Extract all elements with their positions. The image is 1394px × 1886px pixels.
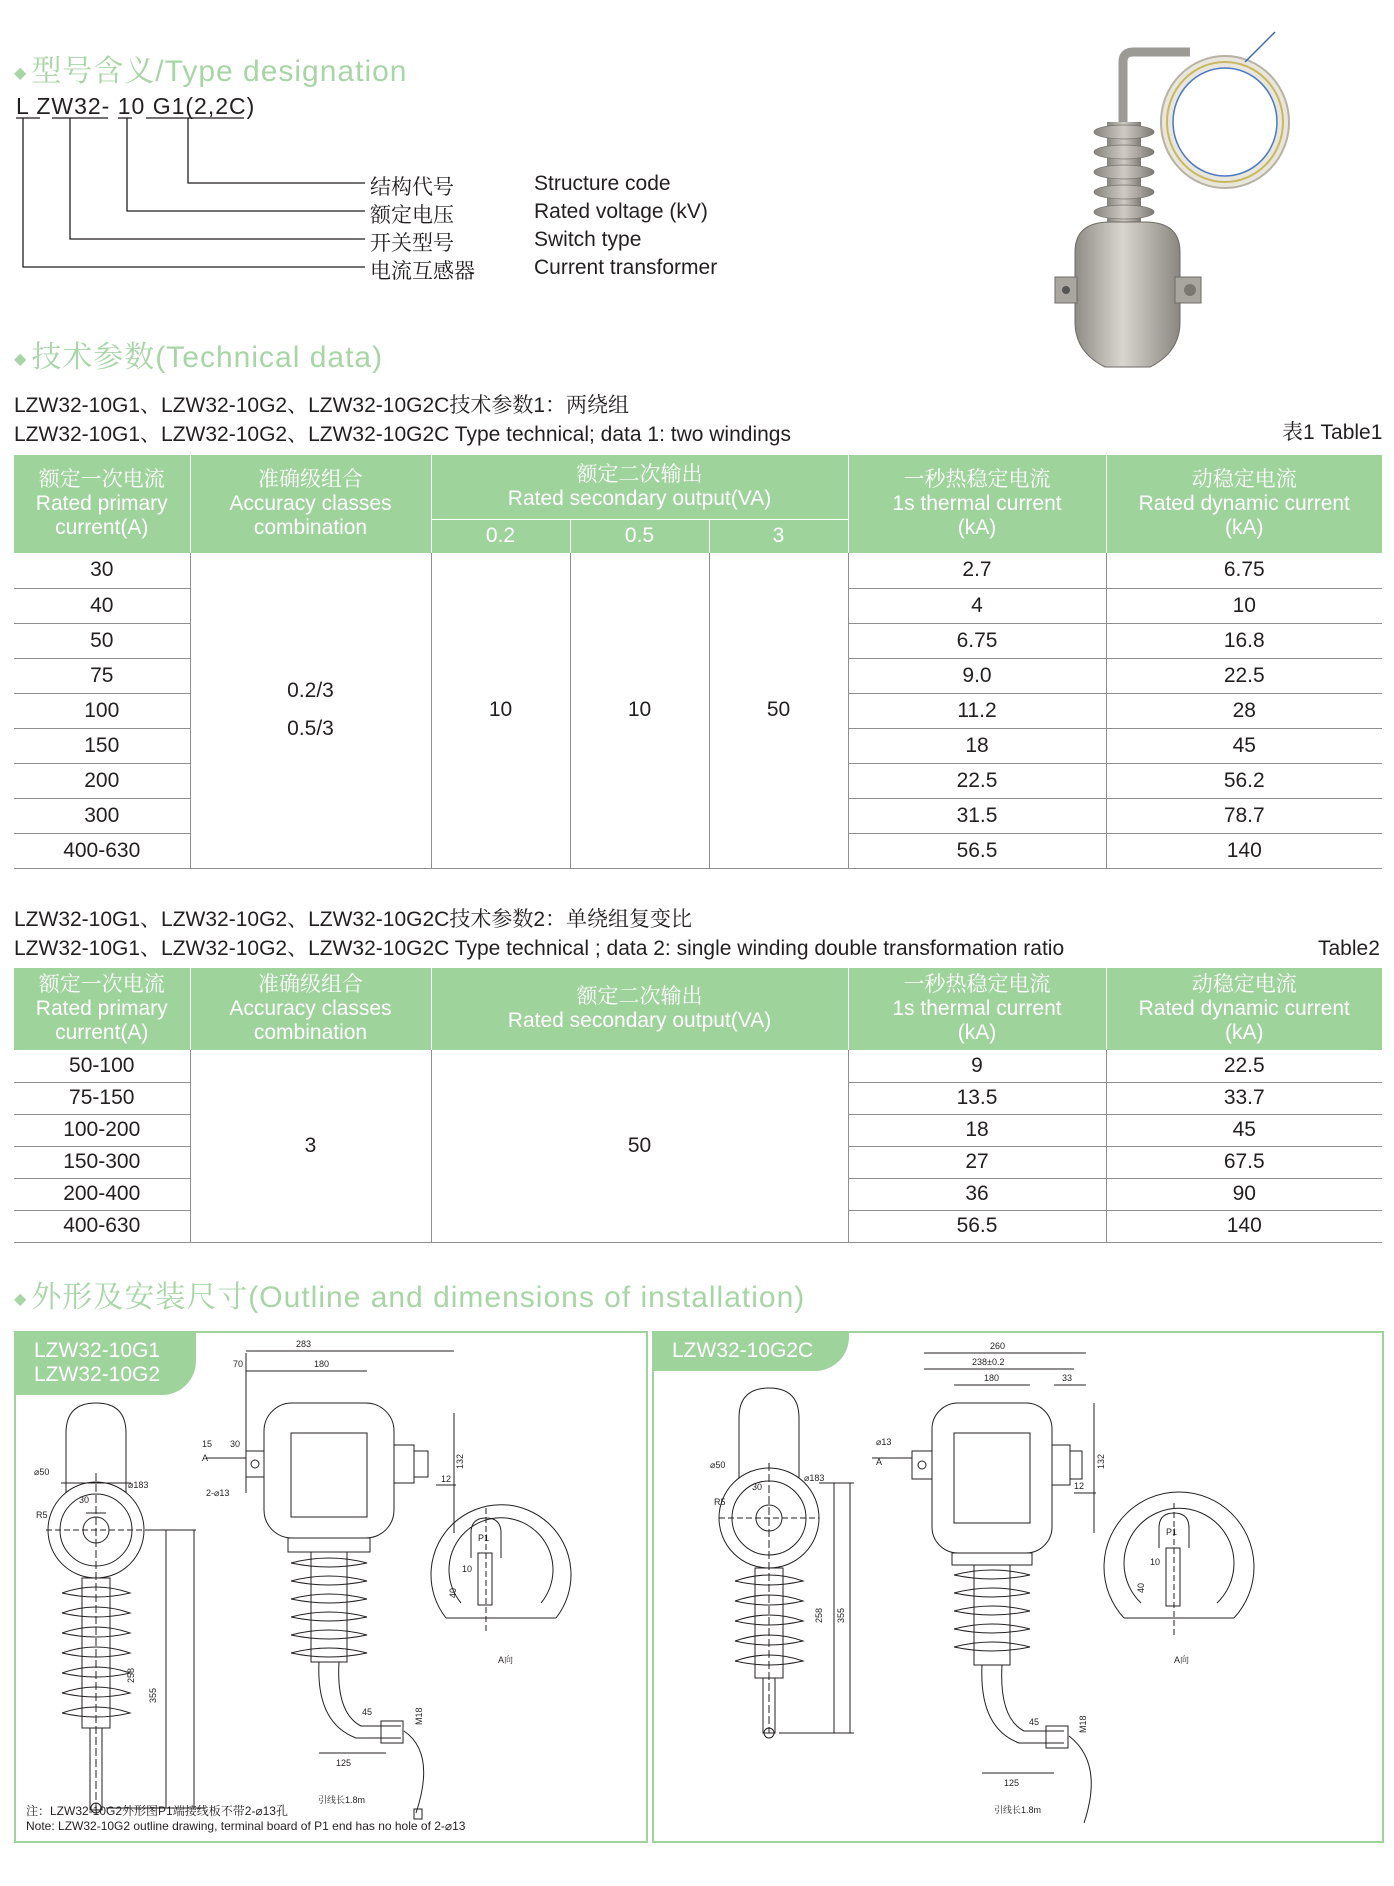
svg-text:132: 132 — [455, 1453, 465, 1469]
t2-header-output: 额定二次输出 Rated secondary output(VA) — [431, 968, 848, 1050]
legend-en-voltage: Rated voltage (kV) — [534, 200, 708, 223]
svg-text:10: 10 — [462, 1564, 473, 1574]
t1-thermal-cell: 31.5 — [848, 798, 1106, 833]
svg-text:33: 33 — [1062, 1373, 1073, 1383]
svg-text:125: 125 — [1004, 1778, 1020, 1788]
svg-text:45: 45 — [362, 1707, 373, 1717]
svg-text:355: 355 — [148, 1687, 158, 1703]
svg-text:238±0.2: 238±0.2 — [972, 1357, 1005, 1367]
svg-text:2-⌀13: 2-⌀13 — [206, 1488, 230, 1498]
t1-thermal-cell: 9.0 — [848, 658, 1106, 693]
legend-cn-switch: 开关型号 — [370, 232, 454, 255]
legend-cn-voltage: 额定电压 — [370, 204, 454, 227]
outline-note-cn: 注：LZW32-10G2外形图P1端接线板不带2-⌀13孔 — [26, 1804, 288, 1818]
legend-cn-structure: 结构代号 — [370, 176, 454, 199]
t1-thermal-cell: 56.5 — [848, 833, 1106, 868]
svg-text:258: 258 — [814, 1607, 824, 1623]
svg-text:⌀183: ⌀183 — [128, 1480, 149, 1490]
svg-text:⌀183: ⌀183 — [804, 1473, 825, 1483]
t1-dynamic-cell: 28 — [1106, 693, 1382, 728]
designation-leader-lines — [0, 0, 420, 290]
t1-dynamic-cell: 22.5 — [1106, 658, 1382, 693]
drawing-g2c — [654, 1333, 1382, 1841]
table1-caption-cn: LZW32-10G1、LZW32-10G2、LZW32-10G2C技术参数1：两绕组 — [14, 394, 629, 417]
section-title-technical: ◆ 技术参数(Technical data) — [14, 341, 384, 374]
t2-dynamic-cell: 90 — [1106, 1178, 1382, 1210]
legend-en-structure: Structure code — [534, 172, 671, 195]
t1-dynamic-cell: 10 — [1106, 588, 1382, 623]
t2-header-thermal: 一秒热稳定电流 1s thermal current (kA) — [848, 968, 1106, 1050]
svg-text:355: 355 — [836, 1607, 846, 1623]
t1-dynamic-cell: 140 — [1106, 833, 1382, 868]
t2-primary-cell: 400-630 — [14, 1210, 190, 1242]
table-row — [14, 553, 1382, 588]
svg-text:258: 258 — [126, 1667, 136, 1683]
t2-dynamic-cell: 33.7 — [1106, 1082, 1382, 1114]
t2-thermal-cell: 36 — [848, 1178, 1106, 1210]
t2-header-accuracy: 准确级组合 Accuracy classes combination — [190, 968, 431, 1050]
t1-primary-cell: 100 — [14, 693, 190, 728]
panel-tab-g2c: LZW32-10G2C — [654, 1333, 849, 1371]
t2-dynamic-cell: 140 — [1106, 1210, 1382, 1242]
svg-text:125: 125 — [336, 1758, 352, 1768]
t2-dynamic-cell: 45 — [1106, 1114, 1382, 1146]
t1-dynamic-cell: 6.75 — [1106, 553, 1382, 588]
svg-text:引线长1.8m: 引线长1.8m — [318, 1795, 366, 1805]
t2-dynamic-cell: 67.5 — [1106, 1146, 1382, 1178]
svg-text:A向: A向 — [498, 1655, 514, 1665]
model-part-10: 10 — [117, 93, 146, 119]
svg-text:30: 30 — [79, 1495, 90, 1505]
t1-header-accuracy: 准确级组合 Accuracy classes combination — [190, 455, 431, 553]
t1-primary-cell: 50 — [14, 623, 190, 658]
t1-primary-cell: 40 — [14, 588, 190, 623]
t2-header-dynamic: 动稳定电流 Rated dynamic current (kA) — [1106, 968, 1382, 1050]
svg-text:M18: M18 — [414, 1707, 424, 1725]
t2-thermal-cell: 9 — [848, 1050, 1106, 1082]
table1-caption-en: LZW32-10G1、LZW32-10G2、LZW32-10G2C Type technical; data 1: two windings — [14, 423, 791, 446]
t1-thermal-cell: 22.5 — [848, 763, 1106, 798]
svg-text:40: 40 — [1136, 1582, 1146, 1593]
t1-header-thermal: 一秒热稳定电流 1s thermal current (kA) — [848, 455, 1106, 553]
t2-dynamic-cell: 22.5 — [1106, 1050, 1382, 1082]
svg-text:P1: P1 — [478, 1533, 490, 1543]
t1-primary-cell: 400-630 — [14, 833, 190, 868]
outline-note-en: Note: LZW32-10G2 outline drawing, terminal board of P1 end has no hole of 2-⌀13 — [26, 1819, 466, 1833]
t1-dynamic-cell: 56.2 — [1106, 763, 1382, 798]
t1-thermal-cell: 6.75 — [848, 623, 1106, 658]
svg-text:⌀50: ⌀50 — [34, 1467, 50, 1477]
t1-primary-cell: 75 — [14, 658, 190, 693]
svg-text:⌀13: ⌀13 — [876, 1437, 892, 1447]
svg-text:180: 180 — [984, 1373, 1000, 1383]
t1-thermal-cell: 4 — [848, 588, 1106, 623]
t2-output-cell: 50 — [431, 1050, 848, 1242]
t1-accuracy-cell: 0.2/3 0.5/3 — [190, 553, 431, 868]
table2-caption-en: LZW32-10G1、LZW32-10G2、LZW32-10G2C Type technical ; data 2: single winding double transformation ratio — [14, 937, 1065, 960]
drawing-g1-g2 — [16, 1333, 646, 1841]
svg-text:70: 70 — [233, 1359, 244, 1369]
t2-thermal-cell: 27 — [848, 1146, 1106, 1178]
t1-header-sub-02: 0.2 — [431, 519, 570, 553]
svg-text:P1: P1 — [1166, 1527, 1178, 1537]
legend-en-switch: Switch type — [534, 228, 642, 251]
t2-header-primary: 额定一次电流 Rated primary current(A) — [14, 968, 190, 1050]
t2-primary-cell: 200-400 — [14, 1178, 190, 1210]
svg-text:45: 45 — [1029, 1717, 1040, 1727]
t1-header-output: 额定二次输出 Rated secondary output(VA) — [431, 455, 848, 519]
svg-text:12: 12 — [1074, 1481, 1085, 1491]
svg-text:⌀50: ⌀50 — [710, 1460, 726, 1470]
svg-text:260: 260 — [990, 1341, 1006, 1351]
table2-caption-cn: LZW32-10G1、LZW32-10G2、LZW32-10G2C技术参数2：单绕组复变比 — [14, 908, 692, 931]
svg-text:M18: M18 — [1078, 1715, 1088, 1733]
svg-text:30: 30 — [752, 1482, 763, 1492]
t1-primary-cell: 300 — [14, 798, 190, 833]
t1-dynamic-cell: 78.7 — [1106, 798, 1382, 833]
svg-text:30: 30 — [230, 1439, 241, 1449]
t2-primary-cell: 75-150 — [14, 1082, 190, 1114]
product-photo — [1015, 22, 1295, 397]
svg-text:A向: A向 — [1174, 1655, 1190, 1665]
t1-thermal-cell: 18 — [848, 728, 1106, 763]
svg-text:40: 40 — [448, 1587, 458, 1598]
t2-thermal-cell: 56.5 — [848, 1210, 1106, 1242]
svg-text:132: 132 — [1096, 1453, 1106, 1469]
t1-thermal-cell: 2.7 — [848, 553, 1106, 588]
outline-panel-g1-g2 — [14, 1331, 648, 1843]
outline-panel-g2c — [652, 1331, 1384, 1843]
t1-primary-cell: 150 — [14, 728, 190, 763]
t1-out-3-cell: 50 — [709, 553, 848, 868]
t1-primary-cell: 200 — [14, 763, 190, 798]
t2-accuracy-cell: 3 — [190, 1050, 431, 1242]
t2-thermal-cell: 18 — [848, 1114, 1106, 1146]
section-title-type: ◆ 型号含义/Type designation — [14, 55, 408, 88]
svg-text:R5: R5 — [714, 1497, 726, 1507]
t1-header-dynamic: 动稳定电流 Rated dynamic current (kA) — [1106, 455, 1382, 553]
table2 — [14, 968, 1382, 1243]
section-title-outline: ◆ 外形及安装尺寸(Outline and dimensions of installation) — [14, 1281, 806, 1314]
t1-header-sub-3: 3 — [709, 519, 848, 553]
svg-text:R5: R5 — [36, 1510, 48, 1520]
model-part-l: L — [16, 93, 29, 119]
svg-text:180: 180 — [314, 1359, 330, 1369]
t2-thermal-cell: 13.5 — [848, 1082, 1106, 1114]
model-part-g1: G1(2,2C) — [152, 93, 256, 119]
t1-thermal-cell: 11.2 — [848, 693, 1106, 728]
t2-primary-cell: 100-200 — [14, 1114, 190, 1146]
t1-out-02-cell: 10 — [431, 553, 570, 868]
svg-text:A: A — [202, 1453, 209, 1463]
t1-dynamic-cell: 16.8 — [1106, 623, 1382, 658]
table-row — [14, 1050, 1382, 1082]
t1-out-05-cell: 10 — [570, 553, 709, 868]
svg-text:12: 12 — [441, 1474, 452, 1484]
svg-text:283: 283 — [296, 1339, 312, 1349]
t1-header-sub-05: 0.5 — [570, 519, 709, 553]
svg-text:A: A — [876, 1457, 883, 1467]
model-part-zw32: ZW32- — [36, 93, 111, 119]
table2-tag: Table2 — [1318, 937, 1380, 960]
t1-header-primary: 额定一次电流 Rated primary current(A) — [14, 455, 190, 553]
t1-primary-cell: 30 — [14, 553, 190, 588]
svg-text:引线长1.8m: 引线长1.8m — [994, 1805, 1042, 1815]
t2-primary-cell: 150-300 — [14, 1146, 190, 1178]
svg-text:15: 15 — [202, 1439, 213, 1449]
t2-primary-cell: 50-100 — [14, 1050, 190, 1082]
table1 — [14, 455, 1382, 869]
svg-text:10: 10 — [1150, 1557, 1161, 1567]
t1-dynamic-cell: 45 — [1106, 728, 1382, 763]
legend-cn-ct: 电流互感器 — [370, 260, 475, 283]
panel-tab-g1-g2: LZW32-10G1 LZW32-10G2 — [16, 1333, 196, 1395]
legend-en-ct: Current transformer — [534, 256, 718, 279]
table1-tag: 表1 Table1 — [1282, 421, 1383, 444]
